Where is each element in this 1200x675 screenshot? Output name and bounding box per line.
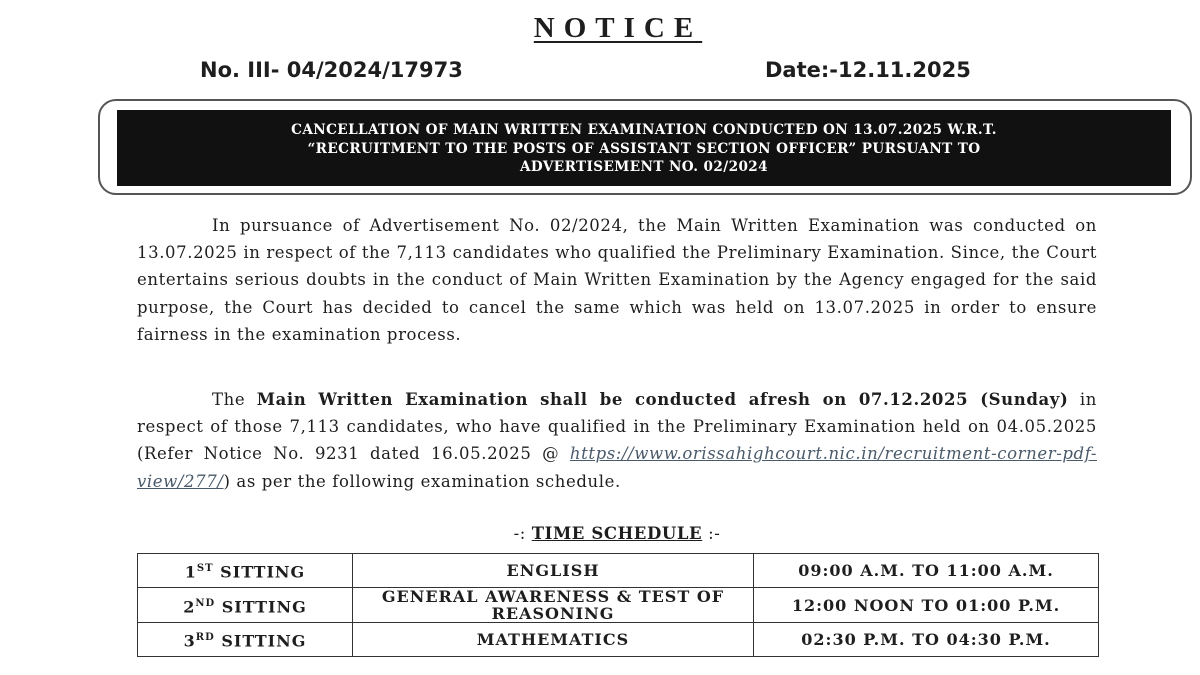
para2-lead: The [212, 390, 257, 409]
sitting-label: SITTING [213, 562, 306, 582]
subject-cell: ENGLISH [353, 554, 754, 588]
sitting-label: SITTING [214, 631, 307, 651]
subject-cell: GENERAL AWARENESS & TEST OF REASONING [353, 588, 754, 623]
sitting-cell [138, 554, 353, 588]
schedule-heading-prefix: -: [513, 524, 532, 543]
sitting-label: SITTING [215, 597, 307, 617]
recruitment-notice-link[interactable]: https://www.orissahighcourt.nic.in/recruitment-corner-pdf-view/277/ [137, 444, 1097, 491]
sitting-cell [138, 623, 353, 657]
para2-highlight: Main Written Examination shall be conducted afresh on 07.12.2025 (Sunday) [256, 390, 1069, 409]
table-row [138, 588, 1099, 623]
subject-box [117, 110, 1171, 186]
sitting-ordinal: RD [195, 632, 215, 644]
notice-number: No. III- 04/2024/17973 [200, 58, 463, 82]
sitting-number: 2 [183, 597, 196, 617]
sitting-cell [138, 588, 353, 623]
para2-tail: ) as per the following examination schedule. [223, 471, 621, 491]
sitting-ordinal: ND [195, 597, 216, 609]
time-cell: 09:00 A.M. TO 11:00 A.M. [754, 554, 1099, 588]
sitting-number: 3 [183, 631, 196, 651]
subject-line: ADVERTISEMENT NO. 02/2024 [519, 159, 769, 175]
subject-line: “RECRUITMENT TO THE POSTS OF ASSISTANT SECTION OFFICER” PURSUANT TO [307, 140, 981, 157]
subject-cell: MATHEMATICS [353, 623, 754, 657]
sitting-number: 1 [184, 562, 197, 582]
paragraph-reschedule [137, 386, 1097, 495]
notice-title: NOTICE [533, 12, 703, 44]
schedule-heading-suffix: :- [702, 524, 721, 543]
schedule-heading [0, 524, 1200, 543]
table-row [138, 554, 1099, 588]
table-row [138, 623, 1099, 657]
paragraph-cancellation: In pursuance of Advertisement No. 02/2024, the Main Written Examination was conducted on 13.07.2025 in respect of the 7,113 candidates who qualified the Preliminary Examination. Since, the Court entertains serious doubts in the conduct of Main Written Examination by the Agency engaged for the said purpose, the Court has decided to cancel the same which was held on 13.07.2025 in order to ensure fairness in the examination process. [137, 216, 1097, 344]
time-cell: 12:00 NOON TO 01:00 P.M. [754, 588, 1099, 623]
sitting-ordinal: ST [196, 563, 214, 575]
subject-line: CANCELLATION OF MAIN WRITTEN EXAMINATION CONDUCTED ON 13.07.2025 W.R.T. [291, 122, 997, 138]
time-cell: 02:30 P.M. TO 04:30 P.M. [754, 623, 1099, 657]
para2-middle: in respect of those 7,113 candidates, who have qualified in the Preliminary Examination held on 04.05.2025 (Refer Notice No. 9231 dated 16.05.2025 @ [137, 390, 1097, 464]
notice-date: Date:-12.11.2025 [765, 58, 971, 82]
time-schedule-table [137, 553, 1099, 657]
schedule-heading-label: TIME SCHEDULE [531, 524, 703, 543]
